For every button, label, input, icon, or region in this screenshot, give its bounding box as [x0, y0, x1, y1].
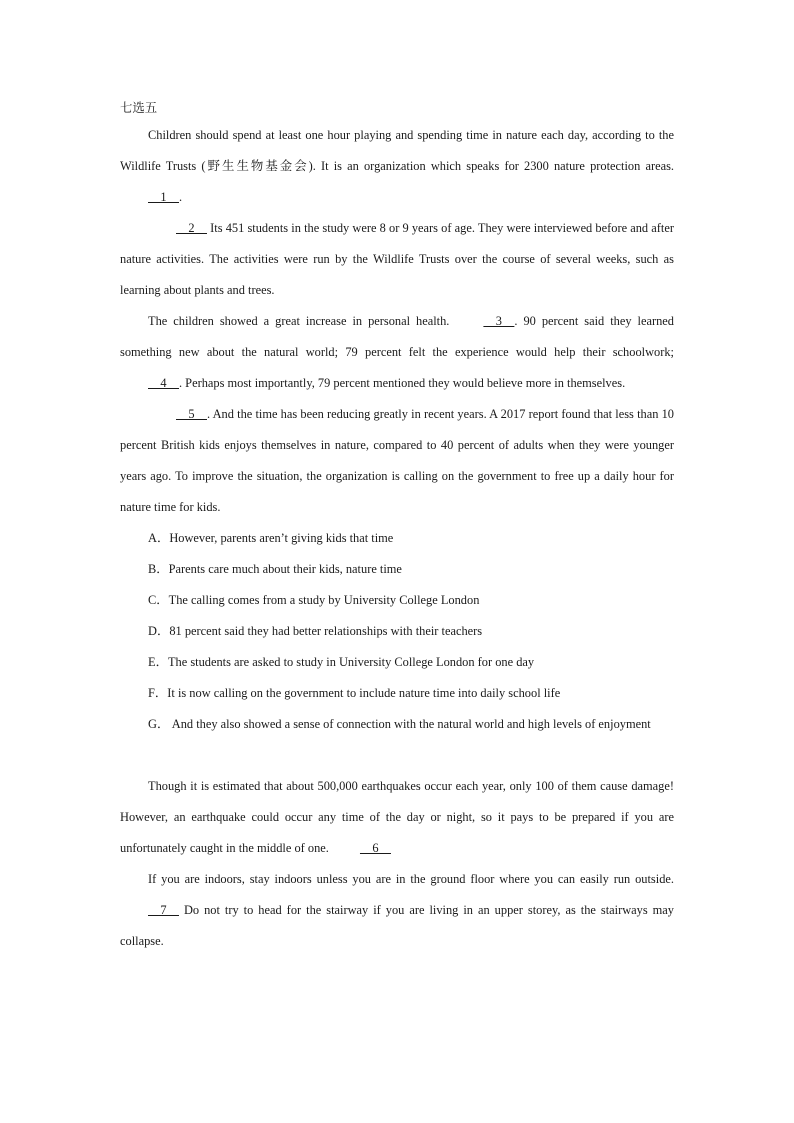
passage1-paragraph-4: [120, 399, 674, 523]
text: The children showed a great increase in personal health.: [148, 314, 456, 328]
text: .: [178, 190, 183, 204]
document-content: [120, 98, 674, 957]
text: Its 451 students in the study were 8 or 9 years of age. They were interviewed before and after nature activities. The activities were run by the Wildlife Trusts over the course of several weeks, such as learning about plants and trees.: [120, 221, 674, 297]
passage2-paragraph-2: [120, 864, 674, 957]
text: Though it is estimated that about 500,000 earthquakes occur each year, only 100 of them cause damage! However, an earthquake could occur any time of the day or night, so it pays to be prepared if you are unfortunately caught in the middle of one.: [120, 779, 674, 855]
blank-6[interactable]: 6: [359, 841, 391, 855]
passage1-paragraph-1: [120, 120, 674, 213]
blank-7[interactable]: 7: [148, 903, 179, 917]
option-g: G． And they also showed a sense of connection with the natural world and high levels of enjoyment: [148, 717, 651, 731]
option-d: D．81 percent said they had better relationships with their teachers: [148, 624, 483, 638]
blank-1[interactable]: 1: [148, 190, 179, 204]
text: . 90 percent said they learned something new about the natural world; 79 percent felt the experience would help their schoolwork;: [120, 314, 675, 359]
spacer: [120, 740, 674, 771]
option-a: A．However, parents aren’t giving kids that time: [148, 531, 394, 545]
option-c: C．The calling comes from a study by University College London: [148, 593, 480, 607]
blank-4[interactable]: 4: [148, 376, 179, 390]
passage1-paragraph-3: [120, 306, 674, 399]
option-f: F．It is now calling on the government to include nature time into daily school life: [148, 686, 561, 700]
text: . And the time has been reducing greatly in recent years. A 2017 report found that less than 10 percent British kids enjoys themselves in nature, compared to 40 percent of adults when they were younger years ago. To improve the situation, the organization is calling on the government to free up a daily hour for nature time for kids.: [120, 407, 674, 514]
passage1-paragraph-2: [120, 213, 674, 306]
section-title: 七选五: [120, 101, 158, 115]
text: . Perhaps most importantly, 79 percent mentioned they would believe more in themselves.: [178, 376, 626, 390]
text: Children should spend at least one hour playing and spending time in nature each day, according to the Wildlife Trusts (野生生物基金会). It is an organization which speaks for 2300 nature protection areas.: [120, 128, 674, 173]
text: Do not try to head for the stairway if you are living in an upper storey, as the stairways may collapse.: [120, 903, 674, 948]
blank-3[interactable]: 3: [483, 314, 515, 328]
option-e: E．The students are asked to study in University College London for one day: [148, 655, 535, 669]
text: If you are indoors, stay indoors unless you are in the ground floor where you can easily run outside.: [148, 872, 674, 886]
passage2-paragraph-1: [120, 771, 674, 864]
blank-2[interactable]: 2: [176, 221, 207, 235]
blank-5[interactable]: 5: [176, 407, 207, 421]
option-b: B．Parents care much about their kids, nature time: [148, 562, 402, 576]
